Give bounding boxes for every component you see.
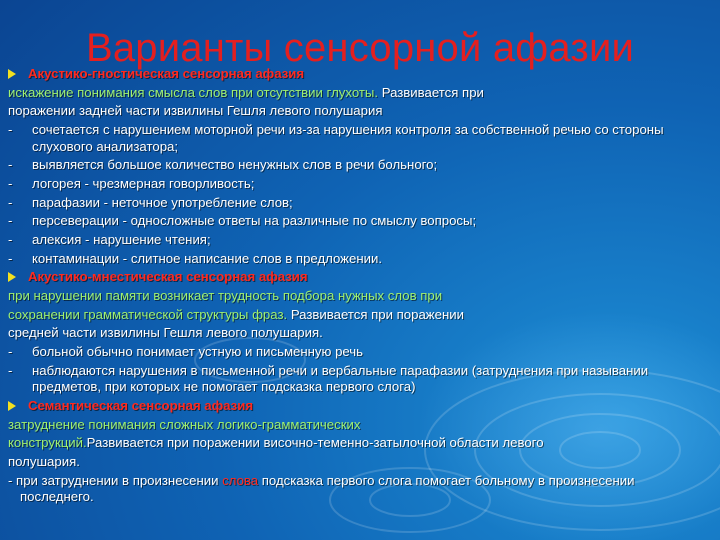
section-heading-text: Акустико-мнестическая сенсорная афазия [28, 269, 308, 285]
dash-bullet-icon: - [8, 157, 13, 173]
slide-title: Варианты сенсорной афазии [85, 26, 635, 70]
dash-bullet-icon: - [8, 213, 13, 229]
definition-line [8, 435, 708, 452]
highlighted-word: слова [222, 472, 259, 488]
list-item [8, 363, 708, 396]
list-item-text: логорея - чрезмерная говорливость; [32, 175, 255, 191]
list-item [8, 213, 708, 230]
list-item-text: выявляется большое количество ненужных слов в речи больного; [32, 157, 438, 173]
definition-highlight: при нарушении памяти возникает трудность подбора нужных слов при [8, 288, 443, 304]
list-item [8, 195, 708, 212]
dash-bullet-icon: - [8, 194, 13, 210]
list-item-text: сочетается с нарушением моторной речи из-за нарушения контроля за собственной речью со стороны слухового анализатора; [32, 122, 664, 154]
section-heading-text: Акустико-гностическая сенсорная афазия [28, 66, 305, 81]
list-item-text: больной обычно понимает устную и письменную речь [32, 344, 364, 360]
section-heading-text: Семантическая сенсорная афазия [28, 398, 254, 413]
definition-line [8, 85, 708, 102]
list-item [8, 473, 708, 506]
dash-bullet-icon: - [8, 344, 13, 360]
definition-highlight: сохранении грамматической структуры фраз. [8, 306, 288, 322]
section-heading [8, 66, 708, 83]
list-item-text: контаминации - слитное написание слов в предложении. [32, 250, 383, 266]
arrow-bullet-icon [8, 401, 16, 411]
definition-highlight: затруднение понимания сложных логико-грамматических [8, 416, 361, 432]
list-item-text: подсказка первого слога помогает больному в произнесении последнего. [20, 472, 635, 505]
definition-line: полушария. [8, 454, 80, 470]
definition-text: Развивается при поражении височно-теменно-затылочной области левого [86, 435, 544, 451]
dash-bullet-icon: - [8, 175, 13, 191]
list-item [8, 344, 708, 361]
definition-highlight: конструкций. [8, 435, 87, 451]
list-item [8, 251, 708, 268]
definition-text: Развивается при [378, 84, 484, 100]
section-heading [8, 269, 708, 286]
list-item-text: парафазии - неточное употребление слов; [32, 194, 293, 210]
definition-text: Развивается при поражении [287, 306, 464, 322]
list-item-text: персеверации - односложные ответы на различные по смыслу вопросы; [32, 213, 477, 229]
list-item [8, 157, 708, 174]
definition-line [8, 417, 708, 434]
definition-line: поражении задней части извилины Гешля левого полушария [8, 103, 383, 119]
list-item-text: алексия - нарушение чтения; [32, 232, 211, 247]
definition-line [8, 307, 708, 324]
dash-bullet-icon: - [8, 122, 13, 138]
dash-bullet-icon: - [8, 362, 13, 378]
list-item [8, 122, 708, 155]
slide-content [8, 66, 708, 508]
definition-line: средней части извилины Гешля левого полушария. [8, 325, 323, 341]
list-item [8, 176, 708, 193]
definition-line [8, 288, 708, 305]
list-item-text: - при затруднении в произнесении [8, 472, 223, 488]
list-item [8, 232, 708, 249]
arrow-bullet-icon [8, 272, 16, 282]
list-item-text: наблюдаются нарушения в письменной речи и вербальные парафазии (затруднения при назывании предметов, при которых не помогает подсказка первого слога) [32, 362, 649, 395]
section-heading [8, 398, 708, 415]
dash-bullet-icon: - [8, 250, 13, 266]
definition-highlight: искажение понимания смысла слов при отсутствии глухоты. [8, 84, 379, 100]
dash-bullet-icon: - [8, 232, 13, 247]
arrow-bullet-icon [8, 69, 16, 79]
